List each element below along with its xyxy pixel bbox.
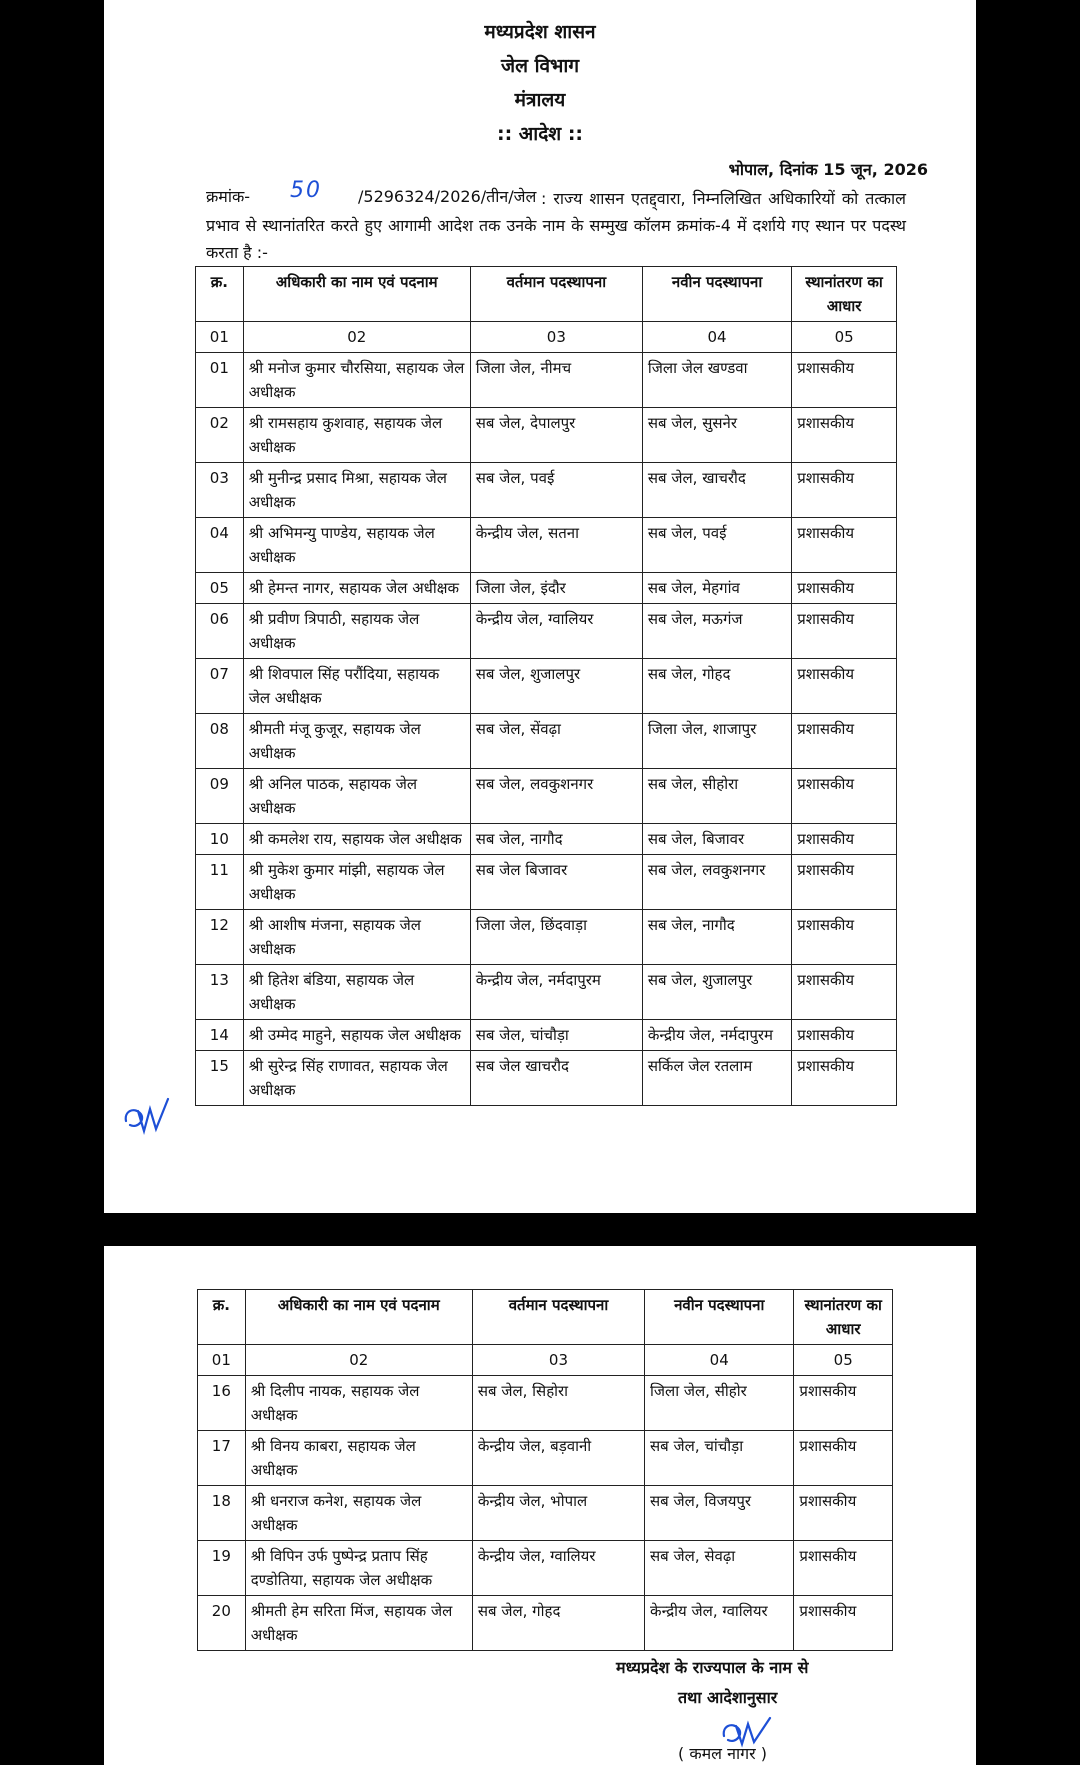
table-row: [196, 573, 897, 604]
header-current-posting: वर्तमान पदस्थापना: [470, 267, 642, 322]
cell-current-posting: सब जेल, लवकुशनगर: [470, 769, 642, 824]
table-header-row: [198, 1290, 893, 1345]
cell-officer: श्री अभिमन्यु पाण्डेय, सहायक जेल अधीक्षक: [243, 518, 470, 573]
cell-serial: 03: [196, 463, 244, 518]
order-number-suffix: /5296324/2026/तीन/जेल: [358, 187, 537, 206]
cell-current-posting: केन्द्रीय जेल, नर्मदापुरम: [470, 965, 642, 1020]
col-number: 02: [245, 1345, 472, 1376]
cell-officer: श्री उम्मेद माहुने, सहायक जेल अधीक्षक: [243, 1020, 470, 1051]
header-new-posting: नवीन पदस्थापना: [642, 267, 791, 322]
cell-serial: 08: [196, 714, 244, 769]
cell-officer: श्री अनिल पाठक, सहायक जेल अधीक्षक: [243, 769, 470, 824]
cell-current-posting: केन्द्रीय जेल, भोपाल: [472, 1486, 644, 1541]
cell-new-posting: सब जेल, सेवढ़ा: [645, 1541, 794, 1596]
cell-new-posting: केन्द्रीय जेल, नर्मदापुरम: [642, 1020, 791, 1051]
cell-officer: श्री हेमन्त नागर, सहायक जेल अधीक्षक: [243, 573, 470, 604]
ministry-heading: मंत्रालय: [514, 89, 566, 111]
col-number: 05: [794, 1345, 893, 1376]
cell-new-posting: सब जेल, पवई: [642, 518, 791, 573]
col-number: 03: [470, 322, 642, 353]
cell-new-posting: सब जेल, गोहद: [642, 659, 791, 714]
department-heading: जेल विभाग: [500, 55, 580, 77]
order-intro-text: : राज्य शासन एतद्द्वारा, निम्नलिखित अधिकारियों को तत्काल प्रभाव से स्थानांतरित करते हुए आगामी आदेश तक उनके नाम के सम्मुख कॉलम क्रमांक-4 में दर्शाये गए स्थान पर पदस्थ करता है :-: [206, 189, 906, 262]
cell-officer: श्री मुनीन्द्र प्रसाद मिश्रा, सहायक जेल अधीक्षक: [243, 463, 470, 518]
cell-new-posting: सब जेल, लवकुशनगर: [642, 855, 791, 910]
cell-serial: 01: [196, 353, 244, 408]
table-header-row: [196, 267, 897, 322]
cell-officer: श्री मुकेश कुमार मांझी, सहायक जेल अधीक्षक: [243, 855, 470, 910]
order-number-handwritten: 50: [290, 178, 322, 203]
table-row: [196, 518, 897, 573]
col-number: 02: [243, 322, 470, 353]
cell-basis: प्रशासकीय: [792, 659, 897, 714]
table-row: [196, 604, 897, 659]
cell-basis: प्रशासकीय: [794, 1376, 893, 1431]
column-number-row: [196, 322, 897, 353]
transfer-table-page-1: [195, 266, 897, 1106]
cell-new-posting: जिला जेल, शाजापुर: [642, 714, 791, 769]
cell-officer: श्री रामसहाय कुशवाह, सहायक जेल अधीक्षक: [243, 408, 470, 463]
cell-serial: 14: [196, 1020, 244, 1051]
table-row: [196, 910, 897, 965]
cell-new-posting: सब जेल, मऊगंज: [642, 604, 791, 659]
cell-serial: 12: [196, 910, 244, 965]
cell-new-posting: सर्किल जेल रतलाम: [642, 1051, 791, 1106]
header-serial: क्र.: [196, 267, 244, 322]
cell-basis: प्रशासकीय: [794, 1596, 893, 1651]
cell-current-posting: सब जेल, शुजालपुर: [470, 659, 642, 714]
cell-serial: 10: [196, 824, 244, 855]
cell-basis: प्रशासकीय: [792, 910, 897, 965]
cell-serial: 13: [196, 965, 244, 1020]
cell-new-posting: सब जेल, नागौद: [642, 910, 791, 965]
col-number: 01: [196, 322, 244, 353]
cell-serial: 09: [196, 769, 244, 824]
header-new-posting: नवीन पदस्थापना: [645, 1290, 794, 1345]
header-basis: स्थानांतरण का आधार: [794, 1290, 893, 1345]
cell-current-posting: सब जेल, देपालपुर: [470, 408, 642, 463]
header-serial: क्र.: [198, 1290, 246, 1345]
cell-current-posting: जिला जेल, छिंदवाड़ा: [470, 910, 642, 965]
cell-current-posting: केन्द्रीय जेल, बड़वानी: [472, 1431, 644, 1486]
cell-new-posting: सब जेल, विजयपुर: [645, 1486, 794, 1541]
table-row: [196, 824, 897, 855]
cell-current-posting: सब जेल, पवई: [470, 463, 642, 518]
cell-basis: प्रशासकीय: [792, 1051, 897, 1106]
cell-current-posting: जिला जेल, नीमच: [470, 353, 642, 408]
col-number: 03: [472, 1345, 644, 1376]
order-title: :: आदेश ::: [496, 123, 584, 145]
cell-officer: श्री कमलेश राय, सहायक जेल अधीक्षक: [243, 824, 470, 855]
table-row: [198, 1431, 893, 1486]
col-number: 05: [792, 322, 897, 353]
table-row: [196, 965, 897, 1020]
cell-officer: श्री शिवपाल सिंह परौंदिया, सहायक जेल अधीक्षक: [243, 659, 470, 714]
table-row: [196, 1051, 897, 1106]
cell-serial: 07: [196, 659, 244, 714]
header-current-posting: वर्तमान पदस्थापना: [472, 1290, 644, 1345]
cell-basis: प्रशासकीय: [792, 463, 897, 518]
signatory-name: ( कमल नागर ): [678, 1744, 768, 1763]
cell-officer: श्री प्रवीण त्रिपाठी, सहायक जेल अधीक्षक: [243, 604, 470, 659]
government-heading: मध्यप्रदेश शासन: [484, 21, 596, 43]
table-row: [196, 714, 897, 769]
cell-serial: 15: [196, 1051, 244, 1106]
cell-officer: श्री हितेश बंडिया, सहायक जेल अधीक्षक: [243, 965, 470, 1020]
col-number: 01: [198, 1345, 246, 1376]
table-row: [198, 1596, 893, 1651]
initials-signature-mark: [120, 1095, 172, 1139]
cell-current-posting: सब जेल, चांचौड़ा: [470, 1020, 642, 1051]
cell-serial: 18: [198, 1486, 246, 1541]
cell-serial: 05: [196, 573, 244, 604]
table-row: [196, 855, 897, 910]
transfer-table-page-2: [197, 1289, 893, 1651]
header-basis: स्थानांतरण का आधार: [792, 267, 897, 322]
table-row: [196, 408, 897, 463]
cell-basis: प्रशासकीय: [794, 1431, 893, 1486]
table-row: [196, 353, 897, 408]
cell-basis: प्रशासकीय: [794, 1541, 893, 1596]
cell-basis: प्रशासकीय: [792, 714, 897, 769]
table-row: [196, 659, 897, 714]
cell-officer: श्री आशीष मंजना, सहायक जेल अधीक्षक: [243, 910, 470, 965]
cell-basis: प्रशासकीय: [792, 353, 897, 408]
cell-new-posting: जिला जेल खण्डवा: [642, 353, 791, 408]
header-officer: अधिकारी का नाम एवं पदनाम: [243, 267, 470, 322]
cell-basis: प्रशासकीय: [792, 965, 897, 1020]
cell-basis: प्रशासकीय: [792, 518, 897, 573]
cell-new-posting: सब जेल, सीहोरा: [642, 769, 791, 824]
cell-serial: 17: [198, 1431, 246, 1486]
cell-officer: श्री सुरेन्द्र सिंह राणावत, सहायक जेल अधीक्षक: [243, 1051, 470, 1106]
order-number-label: क्रमांक-: [206, 187, 251, 206]
cell-new-posting: केन्द्रीय जेल, ग्वालियर: [645, 1596, 794, 1651]
cell-new-posting: सब जेल, चांचौड़ा: [645, 1431, 794, 1486]
table-row: [198, 1486, 893, 1541]
cell-current-posting: सब जेल, सेंवढ़ा: [470, 714, 642, 769]
cell-officer: श्री मनोज कुमार चौरसिया, सहायक जेल अधीक्षक: [243, 353, 470, 408]
cell-officer: श्री विनय काबरा, सहायक जेल अधीक्षक: [245, 1431, 472, 1486]
cell-basis: प्रशासकीय: [792, 1020, 897, 1051]
cell-serial: 02: [196, 408, 244, 463]
cell-current-posting: केन्द्रीय जेल, ग्वालियर: [472, 1541, 644, 1596]
cell-officer: श्रीमती मंजू कुजूर, सहायक जेल अधीक्षक: [243, 714, 470, 769]
cell-officer: श्री विपिन उर्फ पुष्पेन्द्र प्रताप सिंह दण्डोतिया, सहायक जेल अधीक्षक: [245, 1541, 472, 1596]
cell-basis: प्रशासकीय: [792, 408, 897, 463]
document-page-2: [104, 1246, 976, 1765]
cell-current-posting: केन्द्रीय जेल, ग्वालियर: [470, 604, 642, 659]
cell-new-posting: सब जेल, बिजावर: [642, 824, 791, 855]
date-line: भोपाल, दिनांक 15 जून, 2026: [728, 160, 928, 179]
cell-serial: 04: [196, 518, 244, 573]
cell-current-posting: सब जेल बिजावर: [470, 855, 642, 910]
column-number-row: [198, 1345, 893, 1376]
cell-basis: प्रशासकीय: [792, 824, 897, 855]
table-row: [198, 1376, 893, 1431]
cell-new-posting: सब जेल, मेहगांव: [642, 573, 791, 604]
document-page-1: [104, 0, 976, 1213]
cell-current-posting: जिला जेल, इंदौर: [470, 573, 642, 604]
cell-serial: 20: [198, 1596, 246, 1651]
cell-current-posting: सब जेल, नागौद: [470, 824, 642, 855]
cell-officer: श्री दिलीप नायक, सहायक जेल अधीक्षक: [245, 1376, 472, 1431]
cell-basis: प्रशासकीय: [794, 1486, 893, 1541]
table-row: [196, 769, 897, 824]
cell-officer: श्रीमती हेम सरिता मिंज, सहायक जेल अधीक्षक: [245, 1596, 472, 1651]
table-row: [196, 463, 897, 518]
cell-current-posting: सब जेल, गोहद: [472, 1596, 644, 1651]
cell-basis: प्रशासकीय: [792, 604, 897, 659]
table-row: [198, 1541, 893, 1596]
cell-serial: 06: [196, 604, 244, 659]
header-officer: अधिकारी का नाम एवं पदनाम: [245, 1290, 472, 1345]
cell-new-posting: सब जेल, शुजालपुर: [642, 965, 791, 1020]
cell-serial: 16: [198, 1376, 246, 1431]
signature-line-1: मध्यप्रदेश के राज्यपाल के नाम से: [616, 1658, 809, 1677]
signature-line-2: तथा आदेशानुसार: [678, 1688, 778, 1707]
cell-current-posting: केन्द्रीय जेल, सतना: [470, 518, 642, 573]
cell-new-posting: सब जेल, खाचरौद: [642, 463, 791, 518]
col-number: 04: [642, 322, 791, 353]
cell-current-posting: सब जेल खाचरौद: [470, 1051, 642, 1106]
cell-new-posting: जिला जेल, सीहोर: [645, 1376, 794, 1431]
cell-serial: 11: [196, 855, 244, 910]
cell-new-posting: सब जेल, सुसनेर: [642, 408, 791, 463]
cell-basis: प्रशासकीय: [792, 573, 897, 604]
cell-serial: 19: [198, 1541, 246, 1596]
table-row: [196, 1020, 897, 1051]
cell-officer: श्री धनराज कनेश, सहायक जेल अधीक्षक: [245, 1486, 472, 1541]
cell-basis: प्रशासकीय: [792, 855, 897, 910]
cell-current-posting: सब जेल, सिहोरा: [472, 1376, 644, 1431]
cell-basis: प्रशासकीय: [792, 769, 897, 824]
col-number: 04: [645, 1345, 794, 1376]
